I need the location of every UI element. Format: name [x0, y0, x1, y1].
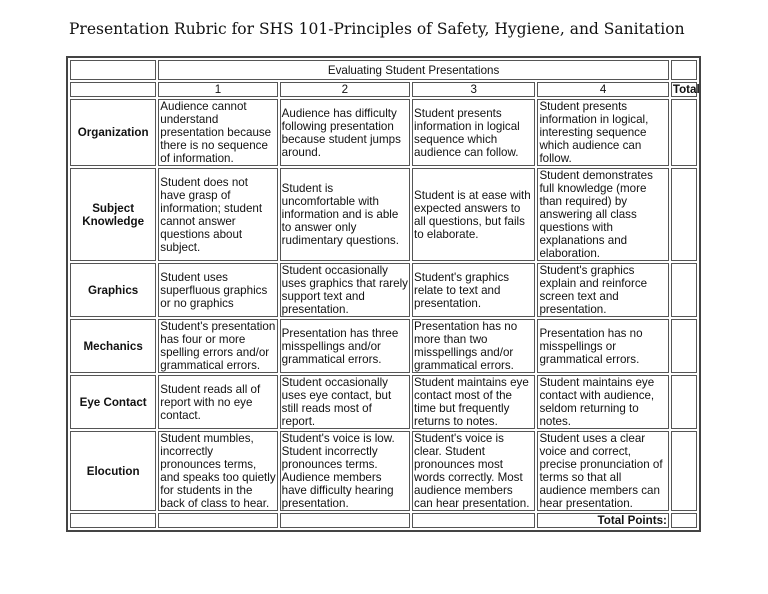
criterion-cell: Student does not have grasp of information; student cannot answer questions about subject.	[158, 168, 277, 261]
table-banner: Evaluating Student Presentations	[158, 60, 669, 80]
document-title: Presentation Rubric for SHS 101-Principles of Safety, Hygiene, and Sanitation	[69, 20, 685, 38]
criterion-cell: Student uses a clear voice and correct, precise pronunciation of terms so that all audience members can hear presentation.	[537, 431, 668, 511]
footer-blank-cell	[280, 513, 410, 528]
criterion-cell: Audience cannot understand presentation because there is no sequence of information.	[158, 99, 277, 166]
score-header-row	[70, 82, 697, 97]
criterion-cell: Student's presentation has four or more spelling errors and/or grammatical errors.	[158, 319, 277, 373]
criterion-cell: Student maintains eye contact with audience, seldom returning to notes.	[537, 375, 668, 429]
total-score-cell	[671, 263, 697, 317]
total-score-cell	[671, 375, 697, 429]
criterion-cell: Presentation has no misspellings or grammatical errors.	[537, 319, 668, 373]
criterion-cell: Student's voice is low. Student incorrectly pronounces terms. Audience members have difficulty hearing presentation.	[280, 431, 410, 511]
total-score-cell	[671, 168, 697, 261]
criterion-cell: Student is at ease with expected answers to all questions, but fails to elaborate.	[412, 168, 535, 261]
total-points-label: Total Points:	[537, 513, 668, 528]
total-score-cell	[671, 431, 697, 511]
total-points-row	[70, 513, 697, 528]
criterion-cell: Student presents information in logical sequence which audience can follow.	[412, 99, 535, 166]
rubric-row-subject-knowledge	[70, 168, 697, 261]
rubric-row-elocution	[70, 431, 697, 511]
corner-cell	[70, 60, 156, 80]
total-header: Total	[672, 83, 700, 96]
total-score-cell	[671, 99, 697, 166]
category-label: Organization	[70, 99, 156, 166]
banner-row	[70, 60, 697, 80]
rubric-row-eye-contact	[70, 375, 697, 429]
category-label: Subject Knowledge	[70, 168, 156, 261]
score-header-3: 3	[412, 82, 535, 97]
criterion-cell: Student's voice is clear. Student pronounces most words correctly. Most audience members can hear presentation.	[412, 431, 535, 511]
criterion-cell: Student is uncomfortable with information and is able to answer only rudimentary questions.	[280, 168, 410, 261]
criterion-cell: Student occasionally uses eye contact, but still reads most of report.	[280, 375, 410, 429]
header-blank-cell	[70, 82, 156, 97]
criterion-cell: Student occasionally uses graphics that rarely support text and presentation.	[280, 263, 410, 317]
rubric-table	[66, 56, 701, 532]
total-score-cell	[671, 319, 697, 373]
category-label: Eye Contact	[70, 375, 156, 429]
category-label: Graphics	[70, 263, 156, 317]
criterion-cell: Student reads all of report with no eye contact.	[158, 375, 277, 429]
footer-blank-cell	[158, 513, 277, 528]
score-header-2: 2	[280, 82, 410, 97]
score-header-4: 4	[537, 82, 668, 97]
footer-blank-cell	[412, 513, 535, 528]
criterion-cell: Student maintains eye contact most of the time but frequently returns to notes.	[412, 375, 535, 429]
criterion-cell: Student uses superfluous graphics or no graphics	[158, 263, 277, 317]
criterion-cell: Presentation has no more than two misspellings and/or grammatical errors.	[412, 319, 535, 373]
footer-blank-cell	[70, 513, 156, 528]
category-label: Elocution	[70, 431, 156, 511]
total-points-cell	[671, 513, 697, 528]
rubric-row-graphics	[70, 263, 697, 317]
criterion-cell: Student demonstrates full knowledge (more than required) by answering all class questions with explanations and elaboration.	[537, 168, 668, 261]
criterion-cell: Student's graphics relate to text and presentation.	[412, 263, 535, 317]
criterion-cell: Student presents information in logical, interesting sequence which audience can follow.	[537, 99, 668, 166]
banner-total-cell	[671, 60, 697, 80]
rubric-row-mechanics	[70, 319, 697, 373]
criterion-cell: Audience has difficulty following presentation because student jumps around.	[280, 99, 410, 166]
rubric-row-organization	[70, 99, 697, 166]
category-label: Mechanics	[70, 319, 156, 373]
score-header-1: 1	[158, 82, 277, 97]
criterion-cell: Student mumbles, incorrectly pronounces terms, and speaks too quietly for students in the back of class to hear.	[160, 432, 276, 510]
criterion-cell: Presentation has three misspellings and/or grammatical errors.	[280, 319, 410, 373]
criterion-cell: Student's graphics explain and reinforce screen text and presentation.	[537, 263, 668, 317]
